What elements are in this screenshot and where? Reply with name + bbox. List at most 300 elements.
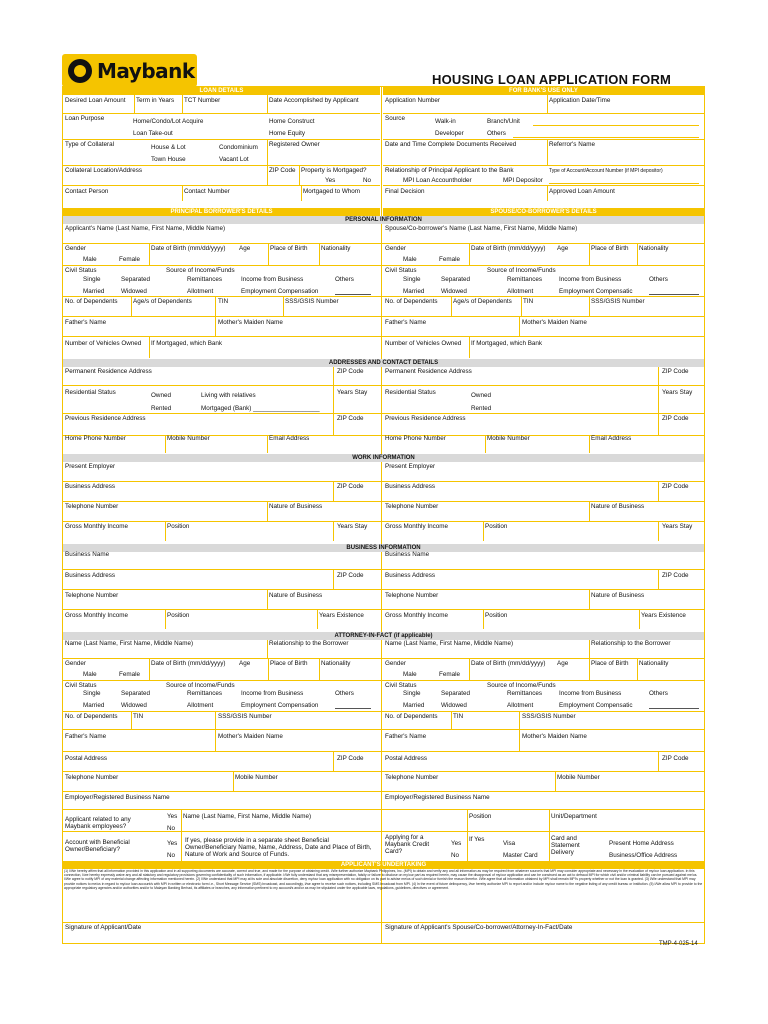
label-permanent-address: Permanent Residence Address (65, 368, 152, 375)
divider (268, 243, 269, 265)
divider (181, 809, 182, 831)
section-loan-details: LOAN DETAILS (63, 87, 380, 95)
divider (63, 771, 704, 772)
checkbox-present-home[interactable]: Present Home Address (609, 840, 674, 847)
label-attorney-relationship: Relationship to the Borrower (269, 640, 349, 647)
divider (658, 367, 659, 435)
label-att-nationality: Nationality (321, 660, 351, 667)
label-business-name-spouse: Business Name (385, 551, 430, 558)
label-att-mother-2: Mother's Maiden Name (522, 733, 587, 740)
label-home-phone: Home Phone Number (65, 435, 126, 442)
divider (165, 609, 166, 629)
label-att-employer-2: Employer/Registered Business Name (385, 794, 490, 801)
divider (333, 751, 334, 771)
label-gross-income: Gross Monthly Income (65, 523, 128, 530)
checkbox-att-married[interactable]: Married (83, 702, 105, 709)
label-business-address-spouse: Business Address (385, 483, 436, 490)
checkbox-remittances[interactable]: Remittances (187, 276, 222, 283)
divider (301, 185, 302, 201)
label-source-funds-spouse: Source of Income/Funds (487, 267, 556, 274)
checkbox-att-others[interactable]: Others (335, 690, 354, 697)
checkbox-widowed-spouse[interactable]: Widowed (441, 288, 467, 295)
label-residential-status: Residential Status (65, 389, 116, 396)
divider (519, 729, 520, 751)
label-pob-spouse: Place of Birth (591, 245, 629, 252)
label-business-address: Business Address (65, 483, 116, 490)
label-biz-gross: Gross Monthly Income (65, 612, 128, 619)
label-att-gender: Gender (65, 660, 87, 667)
checkbox-att-female[interactable]: Female (119, 671, 140, 678)
label-att-source-funds: Source of Income/Funds (166, 682, 235, 689)
label-registered-owner: Registered Owner (269, 141, 320, 148)
divider (467, 809, 468, 831)
divider (649, 294, 699, 295)
divider (267, 435, 268, 453)
label-nature-business: Nature of Business (269, 503, 323, 510)
checkbox-married[interactable]: Married (83, 288, 105, 295)
label-att-mother: Mother's Maiden Name (218, 733, 283, 740)
divider (63, 481, 704, 482)
label-collateral-zip: ZIP Code (269, 167, 296, 174)
label-nationality: Nationality (321, 245, 351, 252)
divider (589, 589, 590, 609)
label-mobile: Mobile Number (167, 435, 210, 442)
checkbox-employment[interactable]: Employment Compensation (241, 288, 319, 295)
checkbox-att-widowed[interactable]: Widowed (121, 702, 147, 709)
checkbox-att-remittances[interactable]: Remittances (187, 690, 222, 697)
label-att-father-2: Father's Name (385, 733, 427, 740)
label-referror: Referror's Name (549, 141, 595, 148)
checkbox-mortgaged-bank[interactable]: Mortgaged (Bank) ___________________ (201, 405, 320, 412)
divider (63, 521, 704, 522)
checkbox-att-widowed-2[interactable]: Widowed (441, 702, 467, 709)
checkbox-mortgaged-yes[interactable]: Yes (325, 177, 336, 184)
signature-applicant[interactable]: Signature of Applicant/Date (65, 924, 142, 931)
divider (589, 640, 590, 658)
divider (335, 294, 371, 295)
divider (63, 831, 704, 832)
divider (63, 658, 704, 659)
divider (268, 658, 269, 680)
section-banks-use: FOR BANK'S USE ONLY (383, 87, 704, 95)
checkbox-house-lot[interactable]: House & Lot (151, 144, 186, 151)
label-telephone-spouse: Telephone Number (385, 503, 439, 510)
label-nature-business-spouse: Nature of Business (591, 503, 645, 510)
divider (589, 501, 590, 521)
label-approved-amount: Approved Loan Amount (549, 188, 615, 195)
label-spouse-name: Spouse/Co-borrower's Name (Last Name, First Name, Middle Name) (385, 225, 578, 232)
divider (649, 708, 699, 709)
label-dependents: No. of Dependents (65, 298, 118, 305)
divider (131, 711, 132, 729)
divider (134, 95, 135, 113)
label-present-employer: Present Employer (65, 463, 116, 470)
checkbox-developer[interactable]: Developer (435, 130, 464, 137)
label-attorney-relationship-2: Relationship to the Borrower (591, 640, 671, 647)
divider (335, 708, 371, 709)
label-contact-number: Contact Number (184, 188, 230, 195)
subsection-attorney: ATTORNEY-IN-FACT (if applicable) (63, 632, 704, 640)
divider (131, 296, 132, 316)
checkbox-att-male[interactable]: Male (83, 671, 97, 678)
divider (63, 729, 704, 730)
checkbox-condominium[interactable]: Condominium (219, 144, 258, 151)
divider (283, 296, 284, 316)
checkbox-business-office[interactable]: Business/Office Address (609, 852, 678, 859)
checkbox-att-employment[interactable]: Employment Compensation (241, 702, 319, 709)
divider (165, 521, 166, 541)
label-civil-status: Civil Status (65, 267, 97, 274)
divider (485, 435, 486, 453)
tiger-emblem-icon (68, 59, 92, 83)
label-att-pob: Place of Birth (270, 660, 308, 667)
form-title: HOUSING LOAN APPLICATION FORM (432, 72, 672, 87)
divider (149, 243, 150, 265)
divider (549, 183, 699, 184)
checkbox-loan-takeout[interactable]: Loan Take-out (133, 130, 173, 137)
checkbox-separated[interactable]: Separated (121, 276, 151, 283)
label-biz-nature: Nature of Business (269, 592, 323, 599)
checkbox-home-equity[interactable]: Home Equity (269, 130, 306, 137)
checkbox-married-spouse[interactable]: Married (403, 288, 425, 295)
label-vehicles-spouse: Number of Vehicles Owned (385, 340, 462, 347)
label-biz-position: Position (167, 612, 190, 619)
divider (383, 165, 704, 166)
checkbox-att-allotment-2[interactable]: Allotment (507, 702, 534, 709)
label-att-civil: Civil Status (65, 682, 97, 689)
label-att-nationality-2: Nationality (639, 660, 669, 667)
label-att-telephone: Telephone Number (65, 774, 119, 781)
label-related-name: Name (Last Name, First Name, Middle Name) (183, 813, 312, 820)
divider (519, 316, 520, 336)
divider (469, 243, 470, 265)
divider (547, 185, 548, 201)
label-permanent-zip: ZIP Code (337, 368, 364, 375)
maybank-logo (62, 54, 197, 87)
divider (637, 658, 638, 680)
divider (658, 569, 659, 589)
divider (637, 243, 638, 265)
checkbox-att-single-2[interactable]: Single (403, 690, 421, 697)
checkbox-att-remittances-2[interactable]: Remittances (507, 690, 542, 697)
divider (215, 316, 216, 336)
divider (182, 95, 183, 113)
checkbox-allotment[interactable]: Allotment (187, 288, 214, 295)
checkbox-town-house[interactable]: Town House (151, 156, 186, 163)
label-att-age-2: Age (557, 660, 569, 667)
label-biz-telephone-spouse: Telephone Number (385, 592, 439, 599)
checkbox-single[interactable]: Single (83, 276, 101, 283)
label-permanent-zip-spouse: ZIP Code (662, 368, 689, 375)
label-sss-spouse: SSS/GSIS Number (591, 298, 645, 305)
label-gender: Gender (65, 245, 87, 252)
label-years-stay: Years Stay (337, 389, 368, 396)
checkbox-others-funds[interactable]: Others (335, 276, 354, 283)
label-relationship-bank: Relationship of Principal Applicant to the Bank (385, 167, 514, 174)
label-related-position: Position (469, 813, 492, 820)
divider (63, 243, 704, 244)
checkbox-vacant-lot[interactable]: Vacant Lot (219, 156, 249, 163)
checkbox-remittances-spouse[interactable]: Remittances (507, 276, 542, 283)
label-if-mortgaged: If Mortgaged, which Bank (151, 340, 223, 347)
divider (63, 569, 704, 570)
label-residential-status-spouse: Residential Status (385, 389, 436, 396)
label-att-pob-2: Place of Birth (591, 660, 629, 667)
label-if-mortgaged-spouse: If Mortgaged, which Bank (471, 340, 543, 347)
label-father: Father's Name (65, 319, 107, 326)
label-attorney-name: Name (Last Name, First Name, Middle Name) (65, 640, 194, 647)
label-biz-position-spouse: Position (485, 612, 508, 619)
divider (267, 589, 268, 609)
divider (383, 185, 704, 186)
label-att-sss-2: SSS/GSIS Number (522, 713, 576, 720)
checkbox-att-male-2[interactable]: Male (403, 671, 417, 678)
divider (383, 113, 704, 114)
checkbox-mpi-holder[interactable]: MPI Loan Accountholder (403, 177, 472, 184)
label-work-zip-spouse: ZIP Code (662, 483, 689, 490)
divider (215, 711, 216, 729)
label-collateral-type: Type of Collateral (65, 141, 115, 148)
divider (63, 185, 380, 186)
application-form (62, 86, 705, 944)
checkbox-separated-spouse[interactable]: Separated (441, 276, 471, 283)
checkbox-home-construct[interactable]: Home Construct (269, 118, 315, 125)
label-gender-spouse: Gender (385, 245, 407, 252)
label-biz-telephone: Telephone Number (65, 592, 119, 599)
checkbox-income-business[interactable]: Income from Business (241, 276, 304, 283)
checkbox-att-income-business[interactable]: Income from Business (241, 690, 304, 697)
label-previous-zip-spouse: ZIP Code (662, 415, 689, 422)
checkbox-owned[interactable]: Owned (151, 392, 171, 399)
divider (333, 521, 334, 541)
label-att-dob-2: Date of Birth (mm/dd/yyyy) (471, 660, 546, 667)
checkbox-female-spouse[interactable]: Female (439, 256, 460, 263)
label-gross-income-spouse: Gross Monthly Income (385, 523, 448, 530)
subsection-addresses: ADDRESSES AND CONTACT DETAILS (63, 359, 704, 367)
checkbox-att-female-2[interactable]: Female (439, 671, 460, 678)
label-desired-amount: Desired Loan Amount (65, 97, 126, 104)
label-email-spouse: Email Address (591, 435, 632, 442)
label-source: Source (385, 115, 405, 122)
checkbox-att-employment-2[interactable]: Employment Compensatic (559, 702, 633, 709)
divider (63, 385, 704, 386)
divider (333, 569, 334, 589)
divider (215, 296, 216, 316)
label-branch: Branch/Unit (487, 118, 520, 125)
label-att-dependents: No. of Dependents (65, 713, 118, 720)
label-vehicles: Number of Vehicles Owned (65, 340, 142, 347)
checkbox-rented[interactable]: Rented (151, 405, 172, 412)
checkbox-att-allotment[interactable]: Allotment (187, 702, 214, 709)
divider (149, 336, 150, 358)
divider (547, 95, 548, 113)
checkbox-single-spouse[interactable]: Single (403, 276, 421, 283)
checkbox-card-yes[interactable]: Yes (451, 840, 462, 847)
label-postal-zip-2: ZIP Code (662, 755, 689, 762)
divider (299, 165, 300, 185)
label-years-existence-spouse: Years Existence (641, 612, 686, 619)
checkbox-male-spouse[interactable]: Male (403, 256, 417, 263)
checkbox-rented-spouse[interactable]: Rented (471, 405, 492, 412)
divider (63, 791, 704, 792)
divider (267, 139, 268, 165)
checkbox-widowed[interactable]: Widowed (121, 288, 147, 295)
label-previous-zip: ZIP Code (337, 415, 364, 422)
label-biz-gross-spouse: Gross Monthly Income (385, 612, 448, 619)
label-biz-zip: ZIP Code (337, 572, 364, 579)
label-att-civil-2: Civil Status (385, 682, 417, 689)
label-att-tin: TIN (133, 713, 144, 720)
divider (63, 165, 380, 166)
label-related-unit: Unit/Department (551, 813, 597, 820)
checkbox-related-yes[interactable]: Yes (167, 813, 178, 820)
label-mortgaged-to: Mortgaged to Whom (303, 188, 361, 195)
label-account-type: Type of Account/Account Number (if MPI depositor) (549, 168, 663, 174)
label-position: Position (167, 523, 190, 530)
label-date-accomplished: Date Accomplished by Applicant (269, 97, 359, 104)
label-applicant-name: Applicant's Name (Last Name, First Name, Middle Name) (65, 225, 226, 232)
divider (63, 336, 704, 337)
label-pob: Place of Birth (270, 245, 308, 252)
divider (589, 435, 590, 453)
checkbox-living-relatives[interactable]: Living with relatives (201, 392, 256, 399)
label-dependents-spouse: No. of Dependents (385, 298, 438, 305)
divider (333, 481, 334, 501)
checkbox-mpi-depositor[interactable]: MPI Depositor (503, 177, 543, 184)
label-att-telephone-2: Telephone Number (385, 774, 439, 781)
divider (149, 658, 150, 680)
divider (658, 481, 659, 501)
checkbox-beneficial-yes[interactable]: Yes (167, 840, 178, 847)
label-work-years-stay: Years Stay (337, 523, 368, 530)
label-previous-address: Previous Residence Address (65, 415, 146, 422)
label-postal-zip: ZIP Code (337, 755, 364, 762)
label-att-father: Father's Name (65, 733, 107, 740)
checkbox-others[interactable]: Others (487, 130, 506, 137)
divider (547, 139, 548, 165)
label-permanent-address-spouse: Permanent Residence Address (385, 368, 472, 375)
checkbox-male[interactable]: Male (83, 256, 97, 263)
divider (63, 711, 704, 712)
divider (317, 609, 318, 629)
label-years-stay-spouse: Years Stay (662, 389, 693, 396)
divider (63, 296, 704, 297)
checkbox-att-separated[interactable]: Separated (121, 690, 151, 697)
label-collateral-location: Collateral Location/Address (65, 167, 143, 174)
label-biz-nature-spouse: Nature of Business (591, 592, 645, 599)
section-undertaking: APPLICANT'S UNDERTAKING (63, 861, 704, 869)
label-age-spouse: Age (557, 245, 569, 252)
divider (549, 809, 550, 831)
checkbox-owned-spouse[interactable]: Owned (471, 392, 491, 399)
divider (513, 137, 699, 138)
divider (63, 609, 704, 610)
divider (63, 265, 704, 266)
divider (519, 711, 520, 729)
checkbox-att-separated-2[interactable]: Separated (441, 690, 471, 697)
divider (63, 113, 380, 114)
checkbox-others-funds-spouse[interactable]: Others (649, 276, 668, 283)
divider (383, 139, 704, 140)
label-dob-spouse: Date of Birth (mm/dd/yyyy) (471, 245, 546, 252)
divider (267, 501, 268, 521)
checkbox-att-married-2[interactable]: Married (403, 702, 425, 709)
checkbox-att-single[interactable]: Single (83, 690, 101, 697)
label-father-spouse: Father's Name (385, 319, 427, 326)
label-loan-purpose: Loan Purpose (65, 115, 105, 122)
checkbox-home-acquire[interactable]: Home/Condo/Lot Acquire (133, 118, 204, 125)
label-business-name: Business Name (65, 551, 110, 558)
divider (467, 831, 468, 861)
checkbox-att-income-business-2[interactable]: Income from Business (559, 690, 622, 697)
divider (483, 521, 484, 541)
label-sss: SSS/GSIS Number (285, 298, 339, 305)
label-attorney-name-2: Name (Last Name, First Name, Middle Name) (385, 640, 514, 647)
checkbox-female[interactable]: Female (119, 256, 140, 263)
checkbox-card-no[interactable]: No (451, 852, 460, 859)
label-tin-spouse: TIN (523, 298, 534, 305)
subsection-work: WORK INFORMATION (63, 454, 704, 462)
divider (267, 640, 268, 658)
checkbox-visa[interactable]: Visa (503, 840, 516, 847)
undertaking-text: (1) I/We hereby affirm that all information provided in this application and in all supporting documents are accurate, correct and true, and made for the purpose of obtaining credit. I/We further authorize Maybank Philippines, Inc. (MPI) to obtain and verify any and all information as may be required from whatever source/s that MPI may consider appropriate and necessary in the evaluation of my/our loan application. In this connection, I/we hereby expressly waive any and all statutory and regulatory provisions governing confidentiality of such information, if applicable. I/We fully understand that any misrepresentation, falsity or failure to disclose on my/our part as required herein, may cause the disapproval of my/our application and can be construed as an act to defraud MPI for which civil and/or criminal liability can be pursued against me/us. I/We agree to notify MPI of any material change affecting information mentioned herein. (2) I/We understand that MPI may at its sole and absolute discretion, deny my/our loan application with no obligation on its part to advise me/us of such denial or furnish the reason therefor. I/We agree that all information obtained by MPI shall remain MPI's property whether or not the loan is granted. (3) I/We understand that MPI may provide notices to me/us in regard to my/our loan account/s with MPI in written or electronic form i.e., Short Message Service (SMS) broadcast, and accordingly, I/we agree to receive such notices, including SMS broadcast from MPI. (4) In the event of future delinquency, I/we hereby authorize MPI to report and/or include my/our name to the negative listing of any credit bureau or institution. (5) I/We allow MPI to provide to the appropriate regulatory agencies and/or authorities and/or to Malayan Banking Berhad, its affiliates or branches, any information pertinent to my account/s and/or as may be stipulated under the applicable laws, regulations, guidelines, directives or agreement. (64, 869, 703, 890)
divider (165, 435, 166, 453)
checkbox-mortgaged-no[interactable]: No (363, 177, 372, 184)
checkbox-employment-spouse[interactable]: Employment Compensatic (559, 288, 633, 295)
label-previous-address-spouse: Previous Residence Address (385, 415, 466, 422)
label-tin: TIN (218, 298, 229, 305)
form-code: TMP-4-025-14 (659, 941, 698, 947)
checkbox-allotment-spouse[interactable]: Allotment (507, 288, 534, 295)
checkbox-master-card[interactable]: Master Card (503, 852, 538, 859)
label-att-mobile: Mobile Number (235, 774, 278, 781)
checkbox-walk-in[interactable]: Walk-in (435, 118, 456, 125)
divider (181, 831, 182, 861)
label-postal-address: Postal Address (65, 755, 108, 762)
signature-spouse[interactable]: Signature of Applicant's Spouse/Co-borrower/Attorney-In-Fact/Date (385, 924, 573, 931)
divider (533, 125, 699, 126)
checkbox-income-business-spouse[interactable]: Income from Business (559, 276, 622, 283)
label-app-number: Application Number (385, 97, 440, 104)
brand-name: Maybank (97, 58, 195, 83)
divider (63, 751, 704, 752)
label-term: Term in Years (136, 97, 175, 104)
label-age: Age (239, 245, 251, 252)
label-nationality-spouse: Nationality (639, 245, 669, 252)
label-att-sss: SSS/GSIS Number (218, 713, 272, 720)
divider (589, 658, 590, 680)
label-home-phone-spouse: Home Phone Number (385, 435, 446, 442)
label-att-mobile-2: Mobile Number (557, 774, 600, 781)
checkbox-beneficial-no[interactable]: No (167, 852, 176, 859)
divider (639, 609, 640, 629)
label-biz-zip-spouse: ZIP Code (662, 572, 689, 579)
label-statement-delivery: Card and Statement Delivery (551, 835, 580, 856)
label-att-dependents-2: No. of Dependents (385, 713, 438, 720)
divider (555, 771, 556, 791)
divider (319, 658, 320, 680)
label-dob: Date of Birth (mm/dd/yyyy) (151, 245, 226, 252)
divider (469, 336, 470, 358)
checkbox-att-others-2[interactable]: Others (649, 690, 668, 697)
label-mobile-spouse: Mobile Number (487, 435, 530, 442)
label-position-spouse: Position (485, 523, 508, 530)
label-biz-address: Business Address (65, 572, 116, 579)
label-app-date: Application Date/Time (549, 97, 611, 104)
subsection-personal: PERSONAL INFORMATION (63, 216, 704, 224)
label-att-source-funds-2: Source of Income/Funds (487, 682, 556, 689)
checkbox-related-no[interactable]: No (167, 825, 176, 832)
